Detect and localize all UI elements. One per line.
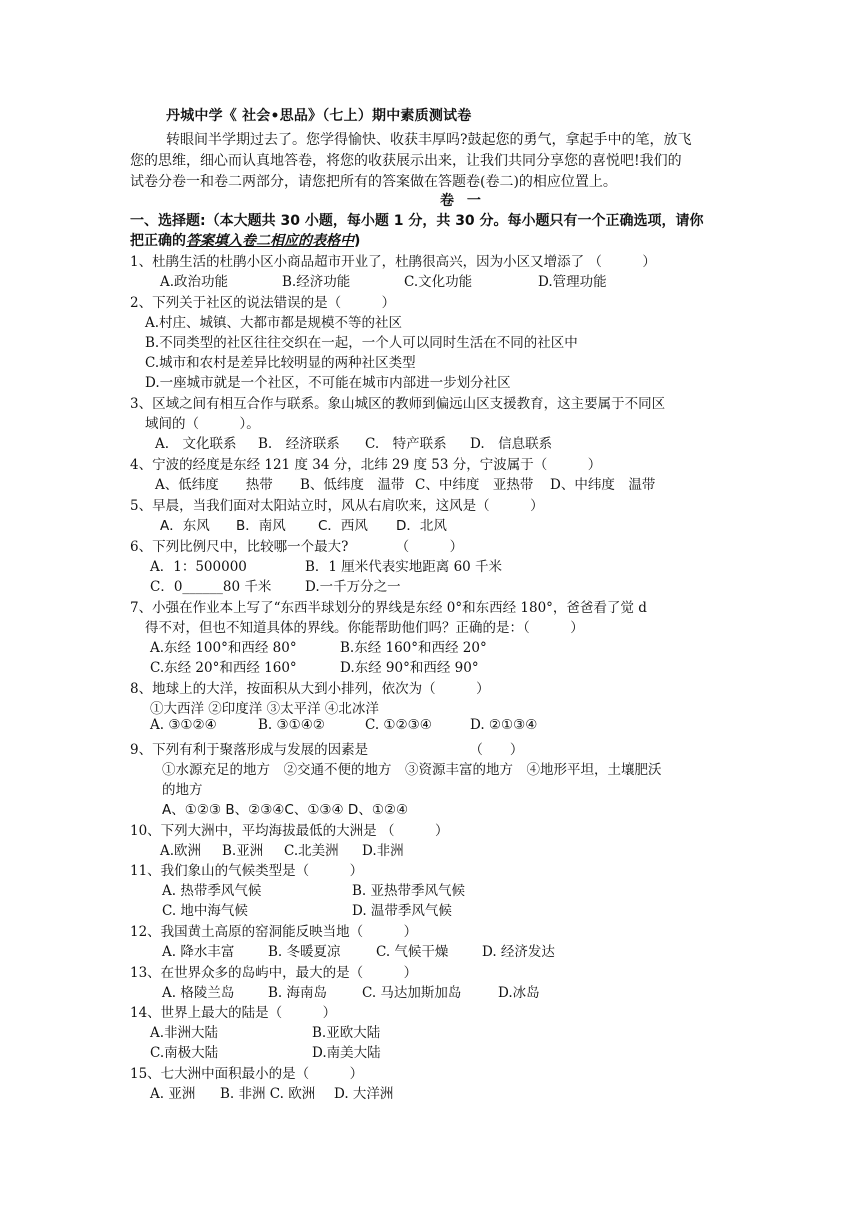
q5-option-c: C．西风 — [318, 518, 368, 534]
q3-option-d: D. 信息联系 — [470, 436, 553, 452]
q3-option-c: C. 特产联系 — [365, 436, 447, 452]
intro-line-1: 转眼间半学期过去了。您学得愉快、收获丰厚吗?鼓起您的勇气，拿起手中的笔，放飞 — [166, 132, 692, 148]
question-11-stem: 11、我们象山的气候类型是（ ） — [130, 863, 364, 879]
q3-option-a: A. 文化联系 — [155, 436, 237, 452]
q10-option-c: C.北美洲 — [284, 843, 339, 859]
question-1-stem: 1、杜鹃生活的杜鹃小区小商品超市开业了，杜鹃很高兴，因为小区又增添了 （ ） — [130, 254, 656, 270]
q4-option-c: C、中纬度 亚热带 — [415, 477, 534, 493]
q11-option-d: D. 温带季风气候 — [352, 903, 452, 919]
q15-option-b-c: B. 非洲 C. 欧洲 — [220, 1086, 316, 1102]
q14-option-a: A.非洲大陆 — [150, 1025, 219, 1041]
question-9-stem-line-2: ①水源充足的地方 ②交通不便的地方 ③资源丰富的地方 ④地形平坦，土壤肥沃 — [162, 762, 662, 778]
question-7-stem-line-1: 7、小强在作业本上写了“东西半球划分的界线是东经 0°和东西经 180°，爸爸看了觉 d — [130, 600, 647, 616]
q12-option-a: A. 降水丰富 — [162, 944, 235, 960]
q5-option-b: B．南风 — [236, 518, 286, 534]
q1-option-b: B.经济功能 — [282, 274, 351, 290]
section-heading-emphasis: 答案填入卷二相应的表格中 — [186, 233, 354, 249]
question-15-stem: 15、七大洲中面积最小的是（ ） — [130, 1066, 364, 1082]
question-14-stem: 14、世界上最大的陆是（ ） — [130, 1005, 337, 1021]
q8-option-b: B. ③①④② — [258, 717, 325, 733]
question-10-stem: 10、下列大洲中，平均海拔最低的大洲是 （ ） — [130, 823, 449, 839]
q6-option-c: C．0______80 千米 — [150, 579, 272, 595]
q2-option-a: A.村庄、城镇、大都市都是规模不等的社区 — [145, 315, 403, 331]
q15-option-d: D. 大洋洲 — [334, 1086, 394, 1102]
q6-option-b: B．1 厘米代表实地距离 60 千米 — [305, 559, 503, 575]
question-4-stem: 4、宁波的经度是东经 121 度 34 分，北纬 29 度 53 分，宁波属于（ ） — [130, 457, 602, 473]
question-8-stem-line-1: 8、地球上的大洋，按面积从大到小排列，依次为（ ） — [130, 681, 490, 697]
q12-option-c: C. 气候干燥 — [376, 944, 449, 960]
q8-option-d: D. ②①③④ — [470, 717, 538, 733]
intro-line-3: 试卷分卷一和卷二两部分，请您把所有的答案做在答题卷(卷二)的相应位置上。 — [130, 174, 617, 190]
q14-option-b: B.亚欧大陆 — [312, 1025, 381, 1041]
q12-option-b: B. 冬暖夏凉 — [268, 944, 341, 960]
q8-option-a: A. ③①②④ — [150, 717, 217, 733]
q4-option-b: B、低纬度 温带 — [300, 477, 405, 493]
q10-option-d: D.非洲 — [362, 843, 404, 859]
q10-option-b: B.亚洲 — [222, 843, 264, 859]
q13-option-b: B. 海南岛 — [268, 985, 328, 1001]
exam-title: 丹城中学《 社会•思品》（七上）期中素质测试卷 — [166, 108, 472, 124]
volume-label: 卷 一 — [440, 193, 485, 209]
q12-option-d: D. 经济发达 — [482, 944, 555, 960]
q13-option-c: C. 马达加斯加岛 — [362, 985, 462, 1001]
section-heading-line-2 — [130, 230, 360, 250]
question-6-stem: 6、下列比例尺中，比较哪一个最大? （ ） — [130, 539, 464, 555]
question-9-stem-line-1: 9、下列有利于聚落形成与发展的因素是 （ ） — [130, 742, 524, 758]
q15-option-a: A. 亚洲 — [150, 1086, 196, 1102]
question-8-stem-line-2: ①大西洋 ②印度洋 ③太平洋 ④北冰洋 — [150, 701, 379, 717]
section-heading-line-1: 一、选择题:（本大题共 30 小题，每小题 1 分，共 30 分。每小题只有一个正确选项，请你 — [130, 213, 704, 229]
q7-option-b: B.东经 160°和西经 20° — [340, 640, 487, 656]
q5-option-d: D．北风 — [396, 518, 447, 534]
q1-option-d: D.管理功能 — [538, 274, 607, 290]
intro-line-2: 您的思维，细心而认真地答卷，将您的收获展示出来，让我们共同分享您的喜悦吧!我们的 — [130, 153, 682, 169]
q8-option-c: C. ①②③④ — [365, 717, 432, 733]
q9-options: A、①②③ B、②③④C、①③④ D、①②④ — [162, 802, 409, 818]
q2-option-c: C.城市和农村是差异比较明显的两种社区类型 — [145, 355, 416, 371]
question-5-stem: 5、早晨，当我们面对太阳站立时，风从右肩吹来，这风是（ ） — [130, 498, 544, 514]
q6-option-a: A．1：500000 — [150, 559, 247, 575]
q7-option-d: D.东经 90°和西经 90° — [340, 660, 479, 676]
question-7-stem-line-2: 得不对，但也不知道具体的界线。你能帮助他们吗？正确的是：（ ） — [145, 620, 584, 636]
q1-option-c: C.文化功能 — [404, 274, 473, 290]
q7-option-a: A.东经 100°和西经 80° — [150, 640, 297, 656]
q11-option-c: C. 地中海气候 — [162, 903, 248, 919]
question-12-stem: 12、我国黄土高原的窑洞能反映当地（ ） — [130, 924, 418, 940]
q10-option-a: A.欧洲 — [160, 843, 202, 859]
q11-option-b: B. 亚热带季风气候 — [352, 883, 466, 899]
q3-option-b: B. 经济联系 — [258, 436, 340, 452]
q11-option-a: A. 热带季风气候 — [162, 883, 262, 899]
q2-option-d: D.一座城市就是一个社区，不可能在城市内部进一步划分社区 — [145, 375, 511, 391]
section-heading-prefix: 把正确的 — [130, 233, 186, 249]
question-9-stem-line-3: 的地方 — [162, 782, 203, 798]
q2-option-b: B.不同类型的社区往往交织在一起，一个人可以同时生活在不同的社区中 — [145, 335, 578, 351]
q13-option-a: A. 格陵兰岛 — [162, 985, 235, 1001]
q4-option-d: D、中纬度 温带 — [550, 477, 656, 493]
q1-option-a: A.政治功能 — [160, 274, 229, 290]
question-2-stem: 2、下列关于社区的说法错误的是（ ） — [130, 295, 396, 311]
question-13-stem: 13、在世界众多的岛屿中，最大的是（ ） — [130, 965, 418, 981]
question-3-stem-line-2: 域间的（ ）。 — [145, 416, 260, 432]
q6-option-d: D.一千万分之一 — [305, 579, 401, 595]
q14-option-c: C.南极大陆 — [150, 1045, 219, 1061]
question-3-stem-line-1: 3、区域之间有相互合作与联系。象山城区的教师到偏远山区支援教育，这主要属于不同区 — [130, 396, 666, 412]
q5-option-a: A．东风 — [160, 518, 210, 534]
q13-option-d: D.冰岛 — [498, 985, 540, 1001]
q14-option-d: D.南美大陆 — [312, 1045, 381, 1061]
q4-option-a: A、低纬度 热带 — [155, 477, 273, 493]
section-heading-suffix: ) — [354, 233, 361, 249]
q7-option-c: C.东经 20°和西经 160° — [150, 660, 297, 676]
